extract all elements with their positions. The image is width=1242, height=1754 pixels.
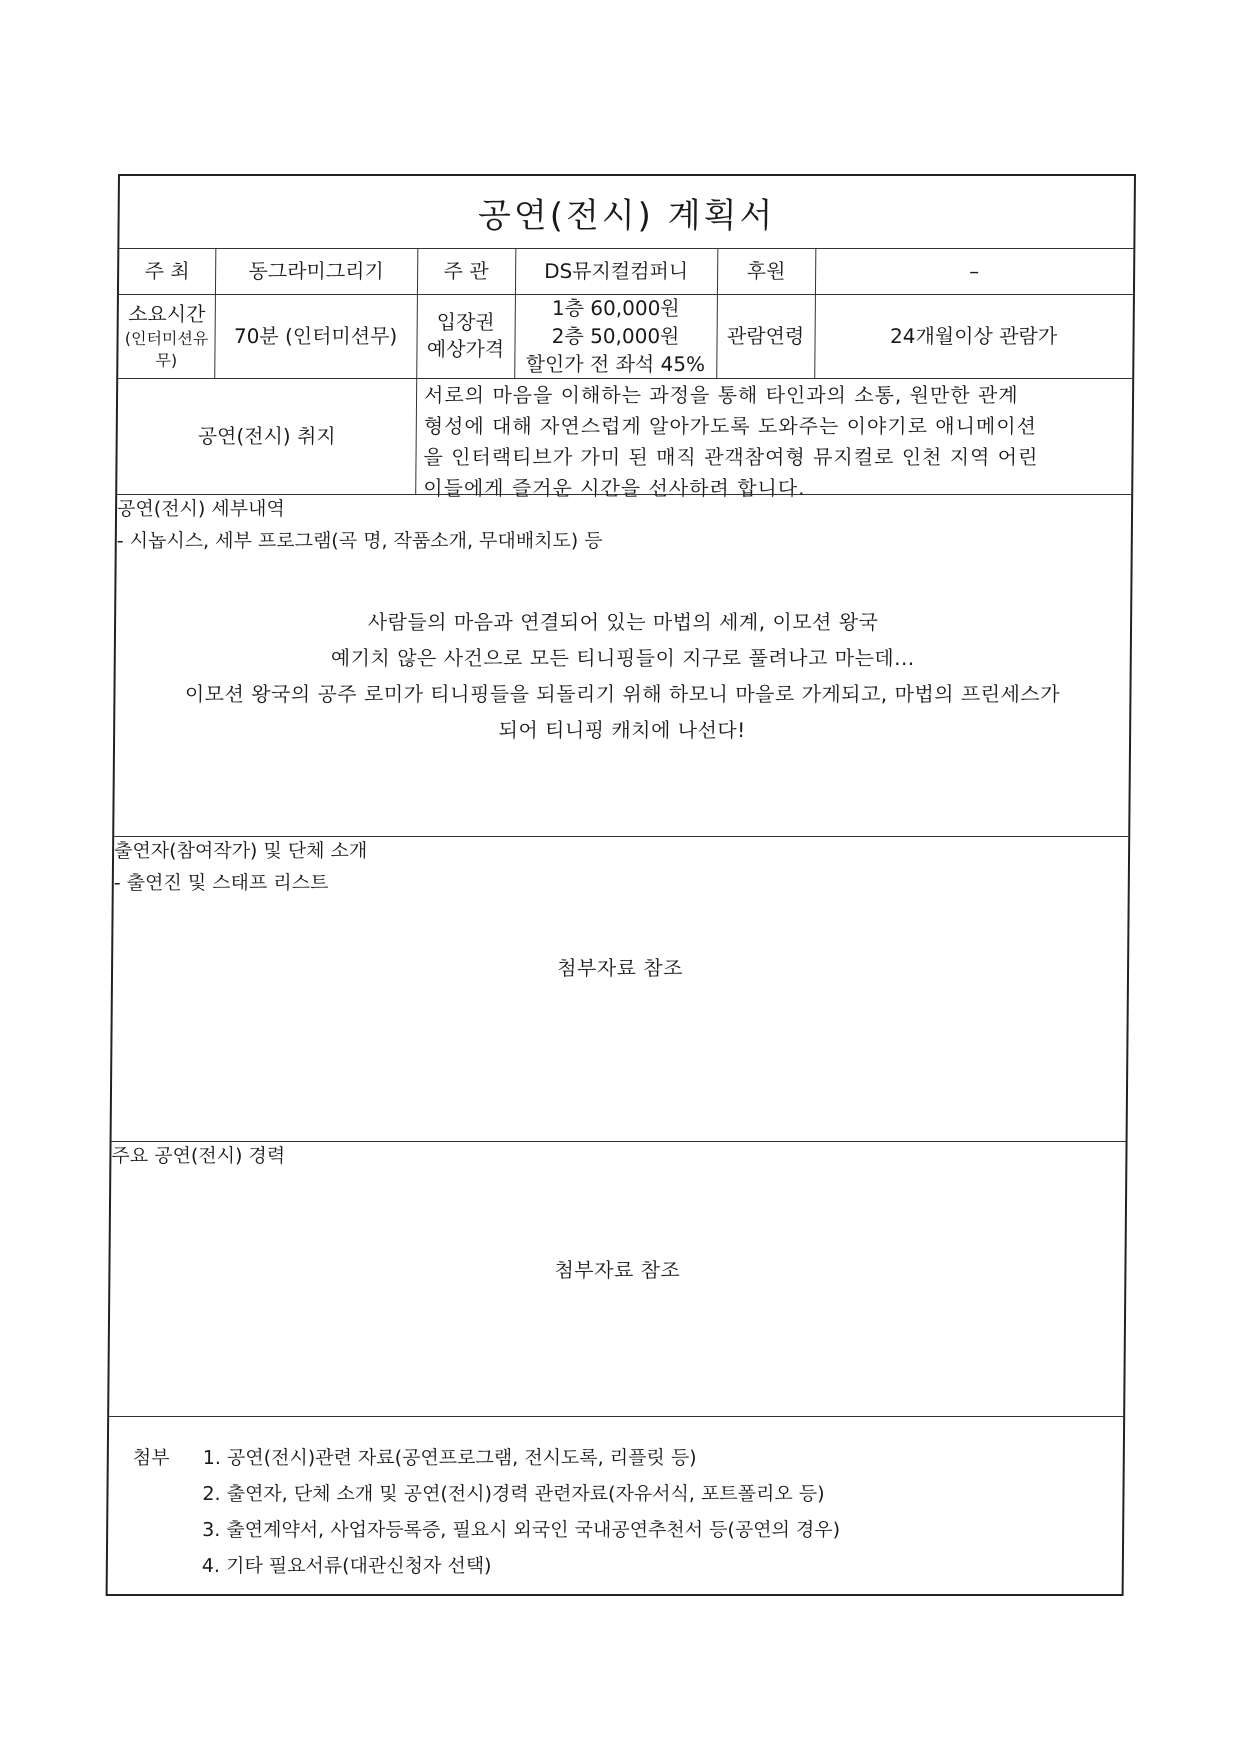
age-value: 24개월이상 관람가 — [889, 323, 1058, 348]
price-label-1: 입장권 — [436, 310, 495, 334]
sponsor-label: 후원 — [746, 258, 786, 283]
purpose-text — [423, 380, 1126, 504]
age-label: 관람연령 — [726, 323, 805, 348]
duration-label-cell — [118, 294, 215, 378]
duration-value: 70분 (인터미션무) — [233, 323, 398, 348]
synopsis-line: 사람들의 마음과 연결되어 있는 마법의 세계, 이모션 왕국 — [367, 610, 879, 634]
details-sublabel: - 시놉시스, 세부 프로그램(곡 명, 작품소개, 무대배치도) 등 — [116, 530, 603, 552]
purpose-line: 이들에게 즐거운 시간을 선사하려 합니다. — [423, 476, 806, 500]
price-label-cell — [416, 294, 515, 378]
details-label: 공연(전시) 세부내역 — [116, 498, 285, 520]
attachment-item: 2. 출연자, 단체 소개 및 공연(전시)경력 관련자료(자유서식, 포트폴리오 등) — [202, 1483, 825, 1505]
purpose-line: 서로의 마음을 이해하는 과정을 통해 타인과의 소통, 원만한 관계 — [423, 383, 1019, 407]
career-label: 주요 공연(전시) 경력 — [111, 1145, 286, 1167]
price-line: 2층 50,000원 — [551, 324, 680, 348]
divider — [109, 1416, 1123, 1417]
host-label: 주 최 — [144, 258, 190, 283]
organizer-value: DS뮤지컬컴퍼니 — [544, 258, 689, 283]
attachments — [132, 1440, 841, 1584]
synopsis-line: 예기치 않은 사건으로 모든 티니핑들이 지구로 풀려나고 마는데... — [330, 646, 915, 670]
synopsis-line: 되어 티니핑 캐치에 나선다! — [498, 718, 746, 742]
duration-label: 소요시간 — [128, 301, 206, 326]
plan-form — [106, 174, 1136, 1596]
synopsis — [115, 604, 1130, 748]
synopsis-line: 이모션 왕국의 공주 로미가 티니핑들을 되돌리기 위해 하모니 마을로 가게되고, 마법의 프린세스가 — [184, 682, 1061, 706]
price-line: 할인가 전 좌석 45% — [525, 352, 706, 376]
purpose-label: 공연(전시) 취지 — [197, 423, 336, 448]
purpose-line: 형성에 대해 자연스럽게 알아가도록 도와주는 이야기로 애니메이션 — [423, 414, 1038, 438]
career-note: 첨부자료 참조 — [554, 1258, 681, 1282]
organizer-label: 주 관 — [443, 258, 489, 283]
sponsor-value: – — [969, 258, 980, 283]
host-value: 동그라미그리기 — [248, 258, 384, 283]
attachment-item: 4. 기타 필요서류(대관신청자 선택) — [201, 1555, 492, 1577]
attachment-item: 3. 출연계약서, 사업자등록증, 필요시 외국인 국내공연추천서 등(공연의 경우) — [202, 1519, 841, 1541]
duration-sublabel: (인터미션유무) — [124, 328, 209, 370]
performers-label: 출연자(참여작가) 및 단체 소개 — [113, 840, 368, 862]
price-values — [514, 294, 717, 378]
col-divider — [415, 378, 417, 494]
performers-sublabel: - 출연진 및 스태프 리스트 — [113, 872, 329, 894]
attachment-item: 1. 공연(전시)관련 자료(공연프로그램, 전시도록, 리플릿 등) — [202, 1447, 697, 1469]
purpose-line: 을 인터랙티브가 가미 된 매직 관객참여형 뮤지컬로 인천 지역 어린 — [423, 445, 1039, 469]
form-title: 공연(전시) 계획서 — [477, 195, 776, 236]
performers-note: 첨부자료 참조 — [557, 956, 684, 980]
price-line: 1층 60,000원 — [551, 296, 680, 320]
attachments-label: 첨부 — [132, 1447, 170, 1469]
price-label-2: 예상가격 — [426, 337, 505, 361]
